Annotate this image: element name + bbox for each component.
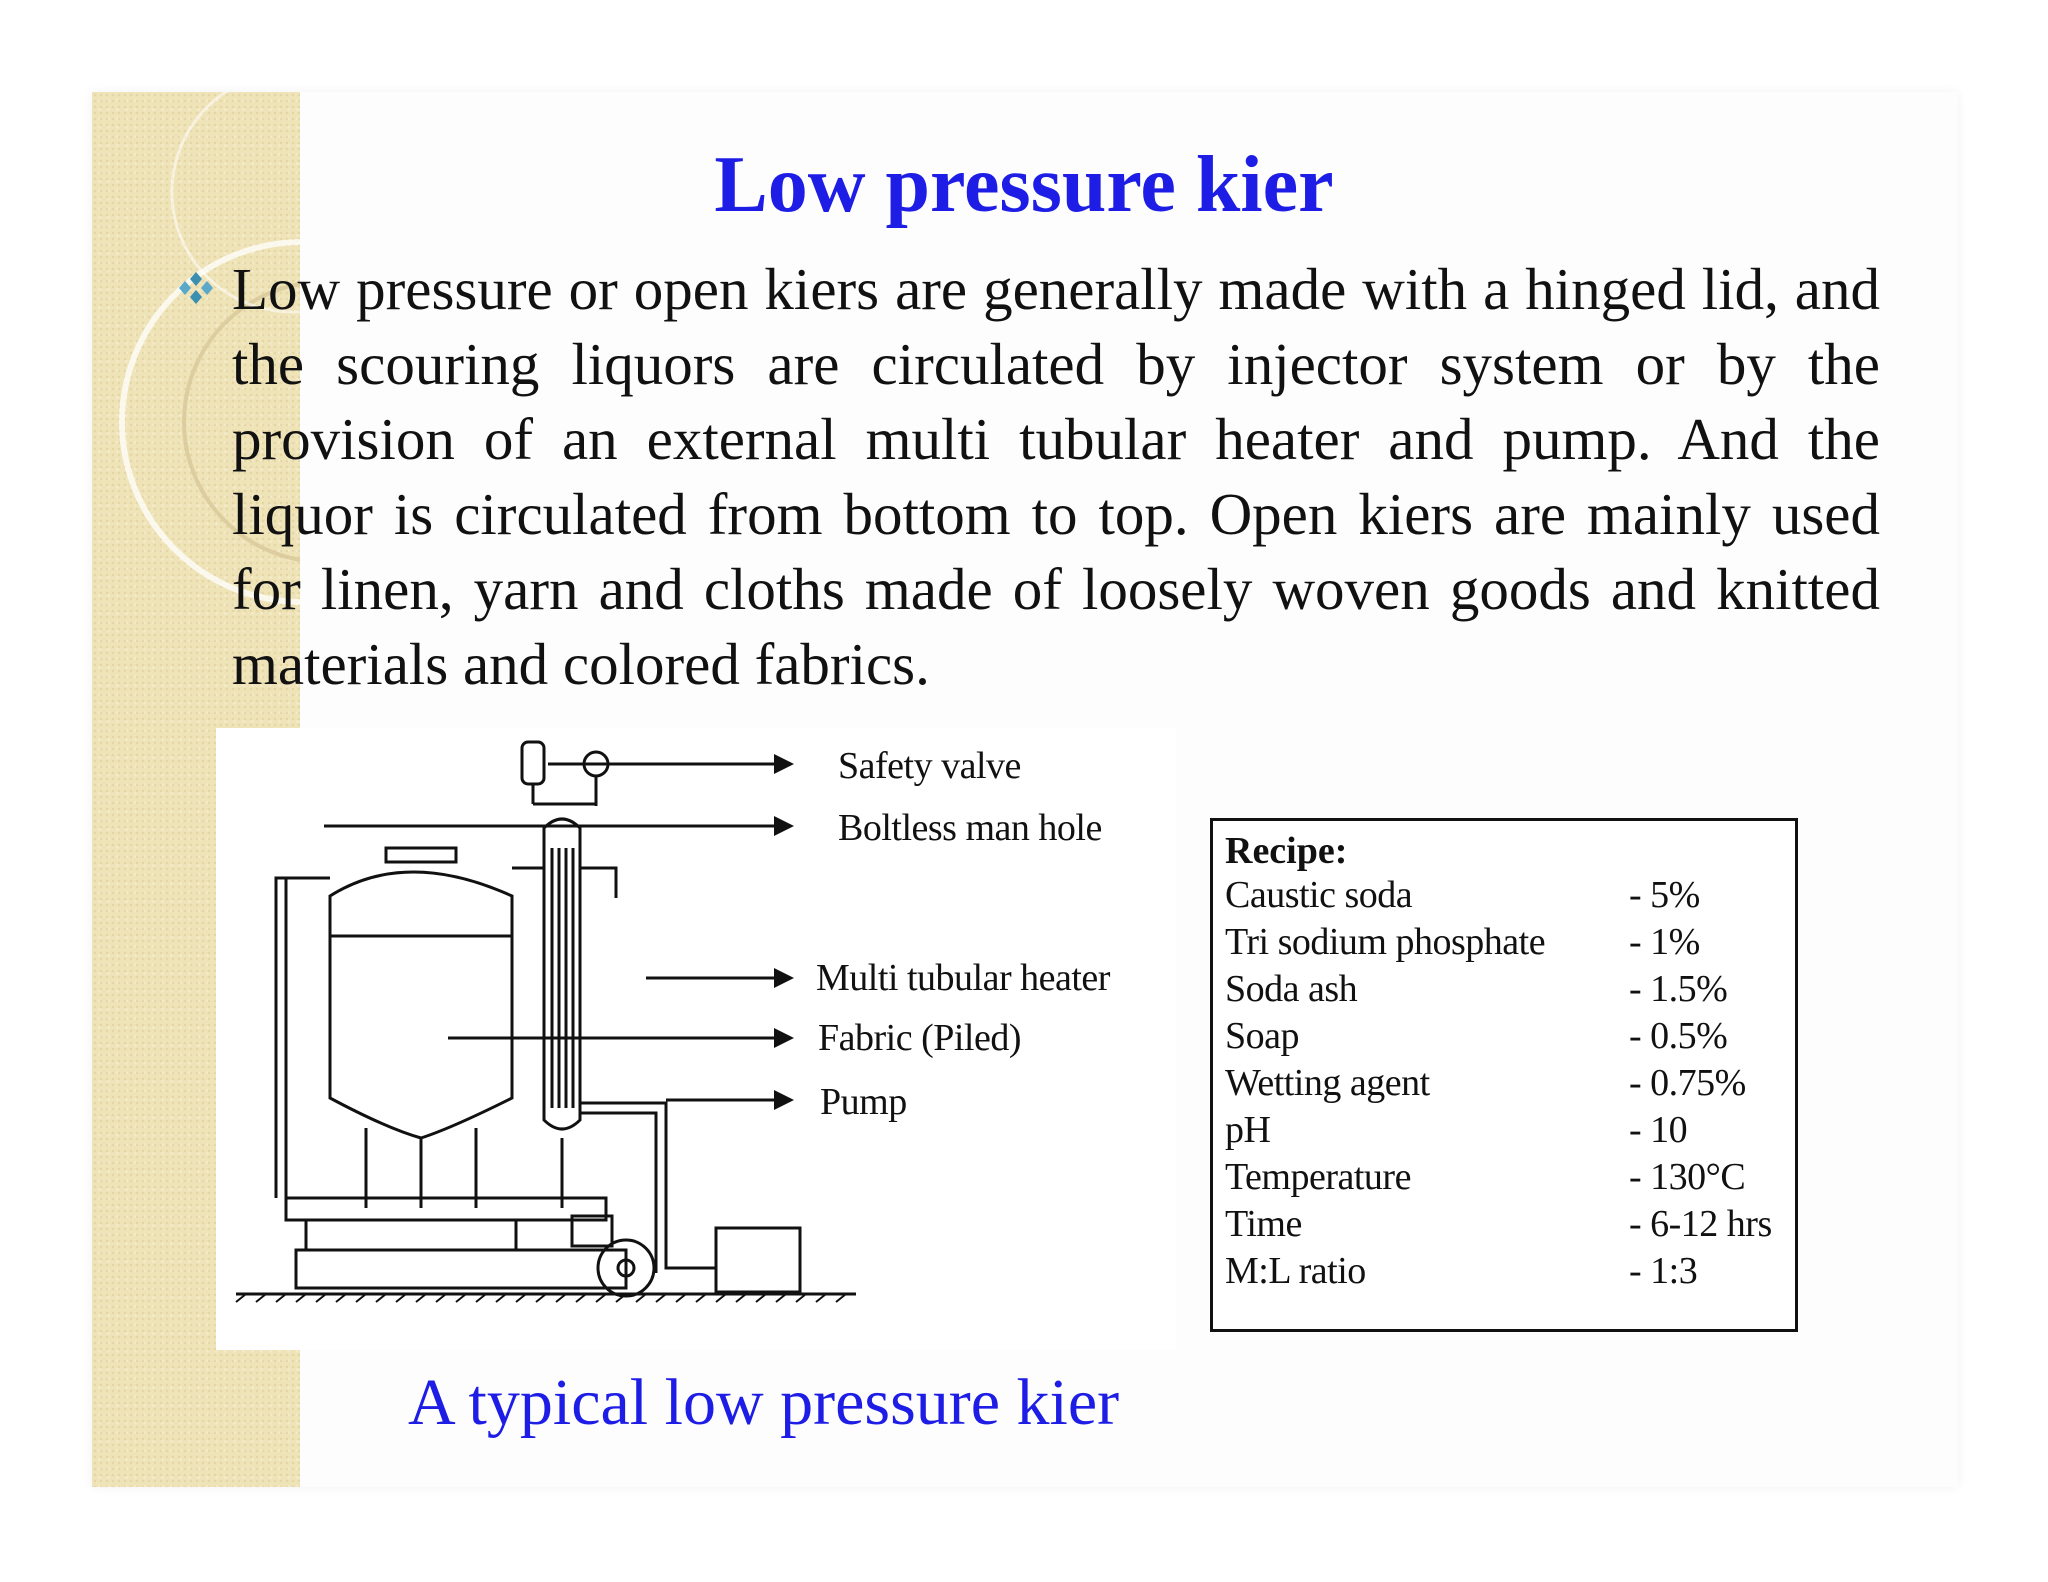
four-diamond-bullet-icon bbox=[176, 268, 216, 308]
recipe-item-value: - 0.75% bbox=[1629, 1062, 1746, 1104]
label-multi-tubular-heater: Multi tubular heater bbox=[816, 957, 1110, 999]
recipe-item-value: - 1% bbox=[1629, 921, 1700, 963]
label-pump: Pump bbox=[820, 1081, 907, 1123]
recipe-item-name: Soap bbox=[1225, 1015, 1299, 1057]
recipe-item-name: Time bbox=[1225, 1203, 1302, 1245]
recipe-item-value: - 6-12 hrs bbox=[1629, 1203, 1772, 1245]
recipe-item-value: - 1.5% bbox=[1629, 968, 1728, 1010]
kier-diagram bbox=[216, 728, 1176, 1350]
recipe-item-value: - 1:3 bbox=[1629, 1250, 1698, 1292]
recipe-item-value: - 5% bbox=[1629, 874, 1700, 916]
recipe-item-value: - 130°C bbox=[1629, 1156, 1746, 1198]
recipe-heading: Recipe: bbox=[1225, 830, 1348, 872]
recipe-box bbox=[1210, 818, 1798, 1332]
recipe-item-name: Caustic soda bbox=[1225, 874, 1413, 916]
label-fabric-piled: Fabric (Piled) bbox=[818, 1017, 1022, 1059]
bullet-paragraph: Low pressure or open kiers are generally made with a hinged lid, and the scouring liquors are circulated by injector system or by the provision of an external multi tubular heater and pump. And the liquor is circulated from bottom to top. Open kiers are mainly used for linen, yarn and cloths made of loosely woven goods and knitted materials and colored fabrics. bbox=[232, 256, 1880, 697]
recipe-item-value: - 0.5% bbox=[1629, 1015, 1728, 1057]
label-boltless-man-hole: Boltless man hole bbox=[838, 807, 1102, 849]
slide-title: Low pressure kier bbox=[714, 141, 1334, 229]
recipe-item-name: Soda ash bbox=[1225, 968, 1358, 1010]
label-safety-valve: Safety valve bbox=[838, 745, 1021, 787]
recipe-item-name: M:L ratio bbox=[1225, 1250, 1366, 1292]
diagram-caption: A typical low pressure kier bbox=[408, 1366, 1120, 1439]
recipe-item-name: pH bbox=[1225, 1109, 1271, 1151]
recipe-item-value: - 10 bbox=[1629, 1109, 1688, 1151]
recipe-item-name: Temperature bbox=[1225, 1156, 1411, 1198]
recipe-item-name: Wetting agent bbox=[1225, 1062, 1430, 1104]
recipe-item-name: Tri sodium phosphate bbox=[1225, 921, 1546, 963]
